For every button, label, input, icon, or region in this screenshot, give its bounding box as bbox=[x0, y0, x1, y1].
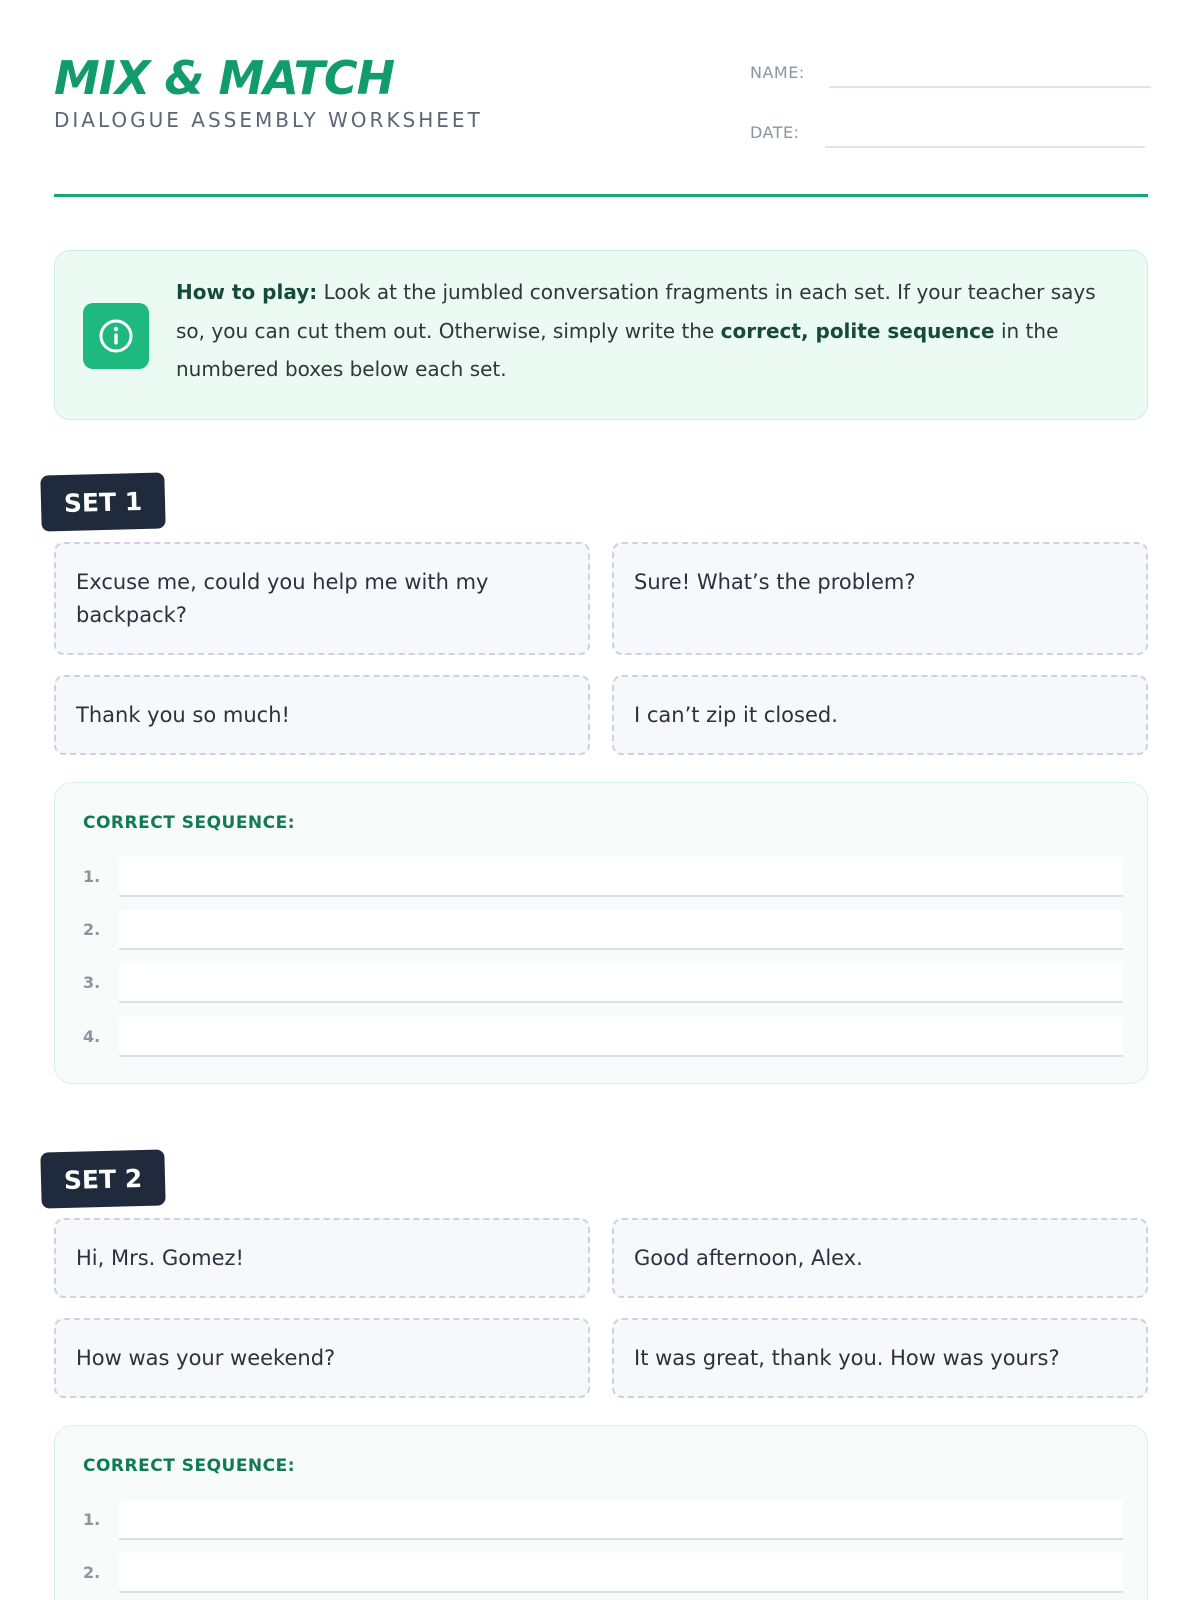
set-2-card-2[interactable]: Good afternoon, Alex. bbox=[612, 1218, 1148, 1298]
instructions-part2: in the numbered boxes below each set. bbox=[176, 318, 1059, 381]
date-field bbox=[750, 120, 1145, 148]
set-1-badge: SET 1 bbox=[40, 472, 165, 531]
set-1-sequence-row bbox=[83, 910, 1123, 950]
info-icon bbox=[83, 303, 149, 369]
date-input-line[interactable] bbox=[825, 120, 1145, 148]
worksheet-subtitle: DIALOGUE ASSEMBLY WORKSHEET bbox=[54, 108, 483, 132]
set-1-sequence-box bbox=[54, 782, 1148, 1084]
instructions-box bbox=[54, 250, 1148, 420]
worksheet-title: MIX & MATCH bbox=[54, 51, 395, 105]
sequence-number: 4. bbox=[83, 1027, 101, 1046]
set-1-card-4[interactable]: I can’t zip it closed. bbox=[612, 675, 1148, 755]
set-1-sequence-title: CORRECT SEQUENCE: bbox=[83, 813, 296, 833]
name-label: NAME: bbox=[750, 63, 805, 82]
set-2-sequence-title: CORRECT SEQUENCE: bbox=[83, 1456, 296, 1476]
name-field bbox=[750, 60, 1151, 88]
sequence-answer-field[interactable] bbox=[119, 910, 1123, 950]
instructions-part1: Look at the jumbled conversation fragments in each set. If your teacher says so, you can cut them out. Otherwise, simply write the bbox=[176, 280, 1096, 343]
header-divider bbox=[54, 194, 1148, 197]
name-input-line[interactable] bbox=[829, 60, 1151, 88]
instructions-text bbox=[176, 273, 1117, 389]
sequence-number: 2. bbox=[83, 920, 101, 939]
set-2-card-4[interactable]: It was great, thank you. How was yours? bbox=[612, 1318, 1148, 1398]
set-2-sequence-box bbox=[54, 1425, 1148, 1600]
set-1-sequence-row bbox=[83, 1017, 1123, 1057]
set-2-sequence-row bbox=[83, 1553, 1123, 1593]
set-1-card-1[interactable]: Excuse me, could you help me with my backpack? bbox=[54, 542, 590, 655]
sequence-answer-field[interactable] bbox=[119, 857, 1123, 897]
sequence-number: 2. bbox=[83, 1563, 101, 1582]
worksheet-header bbox=[54, 50, 1148, 200]
set-2-card-3[interactable]: How was your weekend? bbox=[54, 1318, 590, 1398]
set-2-sequence-row bbox=[83, 1500, 1123, 1540]
sequence-answer-field[interactable] bbox=[119, 1017, 1123, 1057]
date-label: DATE: bbox=[750, 123, 800, 142]
sequence-answer-field[interactable] bbox=[119, 1553, 1123, 1593]
set-1-card-2[interactable]: Sure! What’s the problem? bbox=[612, 542, 1148, 655]
sequence-number: 3. bbox=[83, 973, 101, 992]
sequence-number: 1. bbox=[83, 867, 101, 886]
instructions-emphasis: correct, polite sequence bbox=[720, 318, 995, 343]
sequence-answer-field[interactable] bbox=[119, 963, 1123, 1003]
set-2-badge: SET 2 bbox=[40, 1149, 165, 1208]
set-2-card-1[interactable]: Hi, Mrs. Gomez! bbox=[54, 1218, 590, 1298]
set-1-card-3[interactable]: Thank you so much! bbox=[54, 675, 590, 755]
set-1-sequence-row bbox=[83, 963, 1123, 1003]
instructions-lead: How to play: bbox=[176, 280, 318, 304]
sequence-number: 1. bbox=[83, 1510, 101, 1529]
sequence-answer-field[interactable] bbox=[119, 1500, 1123, 1540]
set-1-sequence-row bbox=[83, 857, 1123, 897]
